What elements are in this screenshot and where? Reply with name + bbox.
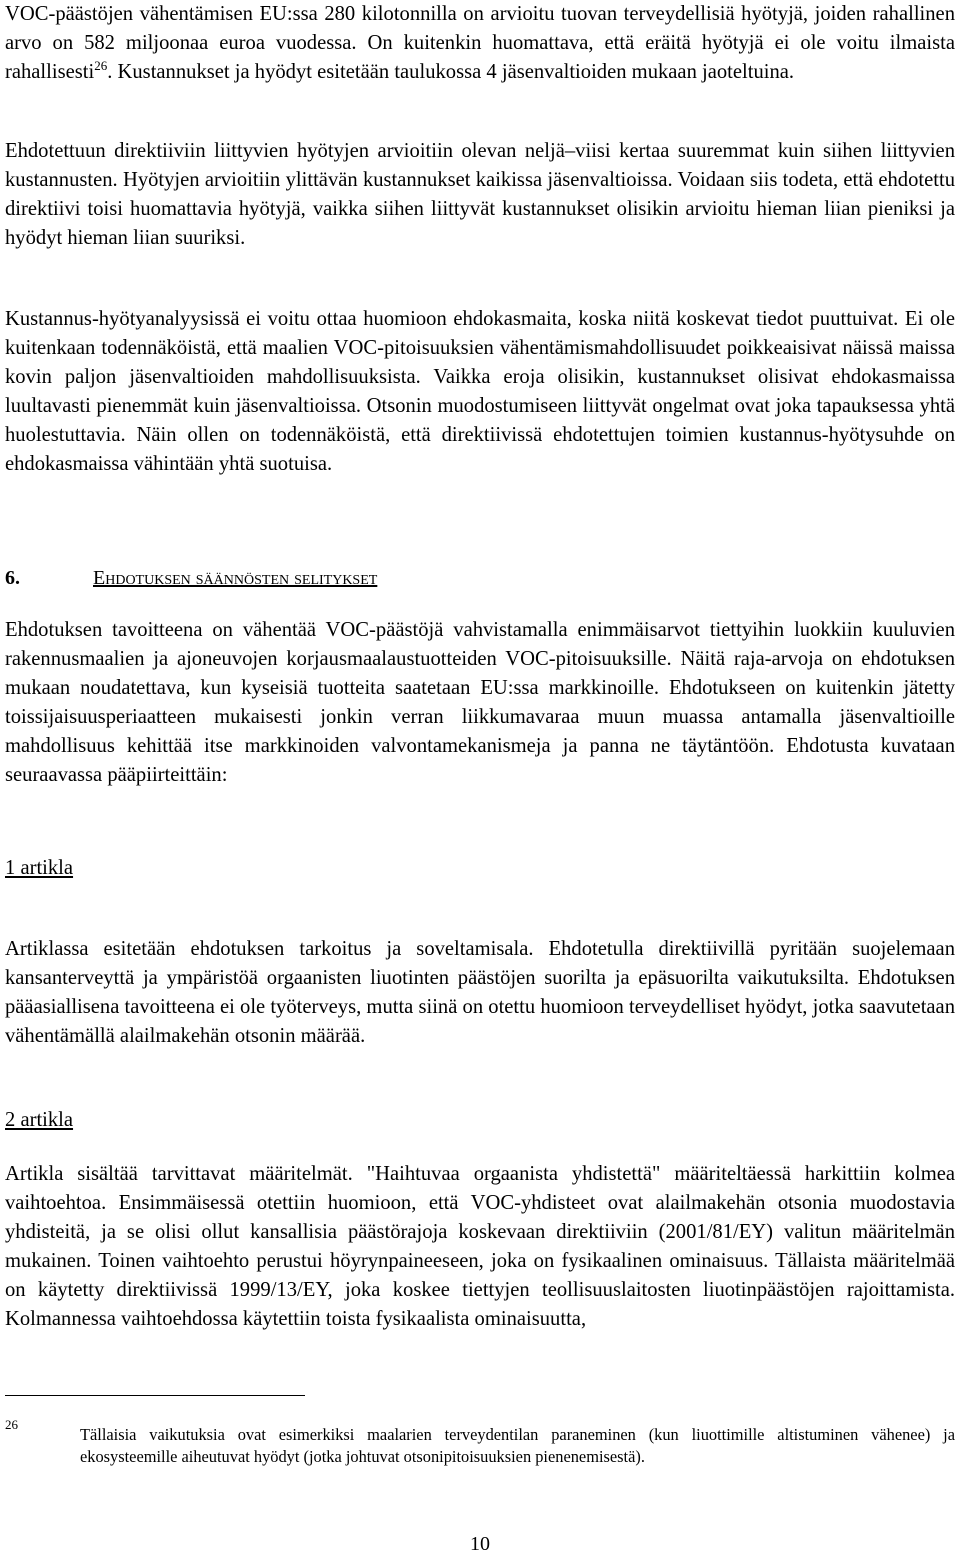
paragraph-candidate-countries: Kustannus-hyötyanalyysissä ei voitu ottaa huomioon ehdokasmaita, koska niitä koskevat tiedot puuttuivat. Ei ole kuitenkaan todennäköistä, että maalien VOC-pitoisuuksien vähentämismahdollisuudet poikkeaisivat näissä maissa kovin paljon jäsenvaltioiden mahdollisuuksista. Vaikka eroja olisikin, kustannukset olisivat ehdokasmaissa luultavasti pienemmät kuin jäsenvaltioissa. Otsonin muodostumiseen liittyvät ongelmat ovat joka tapauksessa yhtä huolestuttavia. Näin ollen on todennäköistä, että direktiivissä ehdotettujen toimien kustannus-hyötysuhde on ehdokasmaissa vähintään yhtä suotuisa. <box>5 308 955 475</box>
section-number: 6. <box>5 567 20 589</box>
article-1-heading: 1 artikla <box>5 857 74 879</box>
page-number: 10 <box>470 1533 490 1555</box>
footnote-divider <box>5 1395 305 1396</box>
section-heading <box>5 564 955 593</box>
footnote-text: Tällaisia vaikutuksia ovat esimerkiksi maalarien terveydentilan paraneminen (kun liuottimille altistuminen vähenee) ja ekosysteemille aiheutuvat hyödyt (jotka johtuvat otsonipitoisuuksien pienenemisestä). <box>80 1425 955 1466</box>
article-2-text: Artikla sisältää tarvittavat määritelmät. "Haihtuvaa orgaanista yhdistettä" määriteltäessä harkittiin kolmea vaihtoehtoa. Ensimmäisessä otettiin huomioon, että VOC-yhdisteet ovat alailmakehän otsonia muodostavia yhdisteitä, ja se olisi ollut kansallisia päästörajoja koskevaan direktiiviin (2001/81/EY) valitun määritelmän mukainen. Toinen vaihtoehto perustui höyrynpaineeseen, joka on fysikaalinen ominaisuus. Tällaista määritelmää on käytetty direktiivissä 1999/13/EY, joka koskee tiettyjen teollisuuslaitosten liuotinpäästöjen rajoittamista. Kolmannessa vaihtoehdossa käytettiin toista fysikaalista ominaisuutta, <box>5 1163 955 1330</box>
footnote-reference: 26 <box>94 58 108 73</box>
article-2-heading: 2 artikla <box>5 1109 74 1131</box>
section-title: Ehdotuksen säännösten selitykset <box>93 567 378 589</box>
paragraph-text: VOC-päästöjen vähentämisen EU:ssa 280 kilotonnilla on arvioitu tuovan terveydellisiä hyötyjä, joiden rahallinen arvo on 582 miljoonaa euroa vuodessa. On kuitenkin huomattava, että eräitä hyötyjä ei ole voitu ilmaista rahallisesti <box>5 3 955 83</box>
paragraph-benefits: Ehdotettuun direktiiviin liittyvien hyötyjen arvioitiin olevan neljä–viisi kertaa suuremmat kuin siihen liittyvien kustannusten. Hyötyjen arvioitiin ylittävän kustannukset kaikissa jäsenvaltioissa. Voidaan siis todeta, että ehdotettu direktiivi toisi huomattavia hyötyjä, vaikka siihen liittyvät kustannukset olisikin arvioitu hieman liian pieniksi ja hyödyt hieman liian suuriksi. <box>5 140 955 249</box>
footnote-number: 26 <box>5 1417 18 1432</box>
paragraph-text-continued: . Kustannukset ja hyödyt esitetään taulukossa 4 jäsenvaltioiden mukaan jaoteltuina. <box>107 61 795 83</box>
article-1-text: Artiklassa esitetään ehdotuksen tarkoitus ja soveltamisala. Ehdotetulla direktiivillä pyritään suojelemaan kansanterveyttä ja ympäristöä orgaanisten liuotinten päästöjen suorilta ja epäsuorilta vaikutuksilta. Ehdotuksen pääasiallisena tavoitteena ei ole työterveys, mutta siinä on otettu huomioon terveydelliset hyödyt, jotka saavutetaan vähentämällä alailmakehän otsonin määrää. <box>5 938 955 1047</box>
paragraph-section-intro: Ehdotuksen tavoitteena on vähentää VOC-päästöjä vahvistamalla enimmäisarvot tiettyihin luokkiin kuuluvien rakennusmaalien ja ajoneuvojen korjausmaalaustuotteiden VOC-pitoisuuksille. Näitä raja-arvoja on ehdotuksen mukaan noudatettava, kun kyseisiä tuotteita saatetaan EU:ssa markkinoille. Ehdotukseen on kuitenkin jätetty toissijaisuusperiaatteen mukaisesti jonkin verran liikkumavaraa muun muassa antamalla jäsenvaltioille mahdollisuus kehittää itse markkinoiden valvontamekanismeja ja panna ne täytäntöön. Ehdotusta kuvataan seuraavassa pääpiirteittäin: <box>5 619 955 786</box>
paragraph-cost-benefit <box>5 0 955 87</box>
